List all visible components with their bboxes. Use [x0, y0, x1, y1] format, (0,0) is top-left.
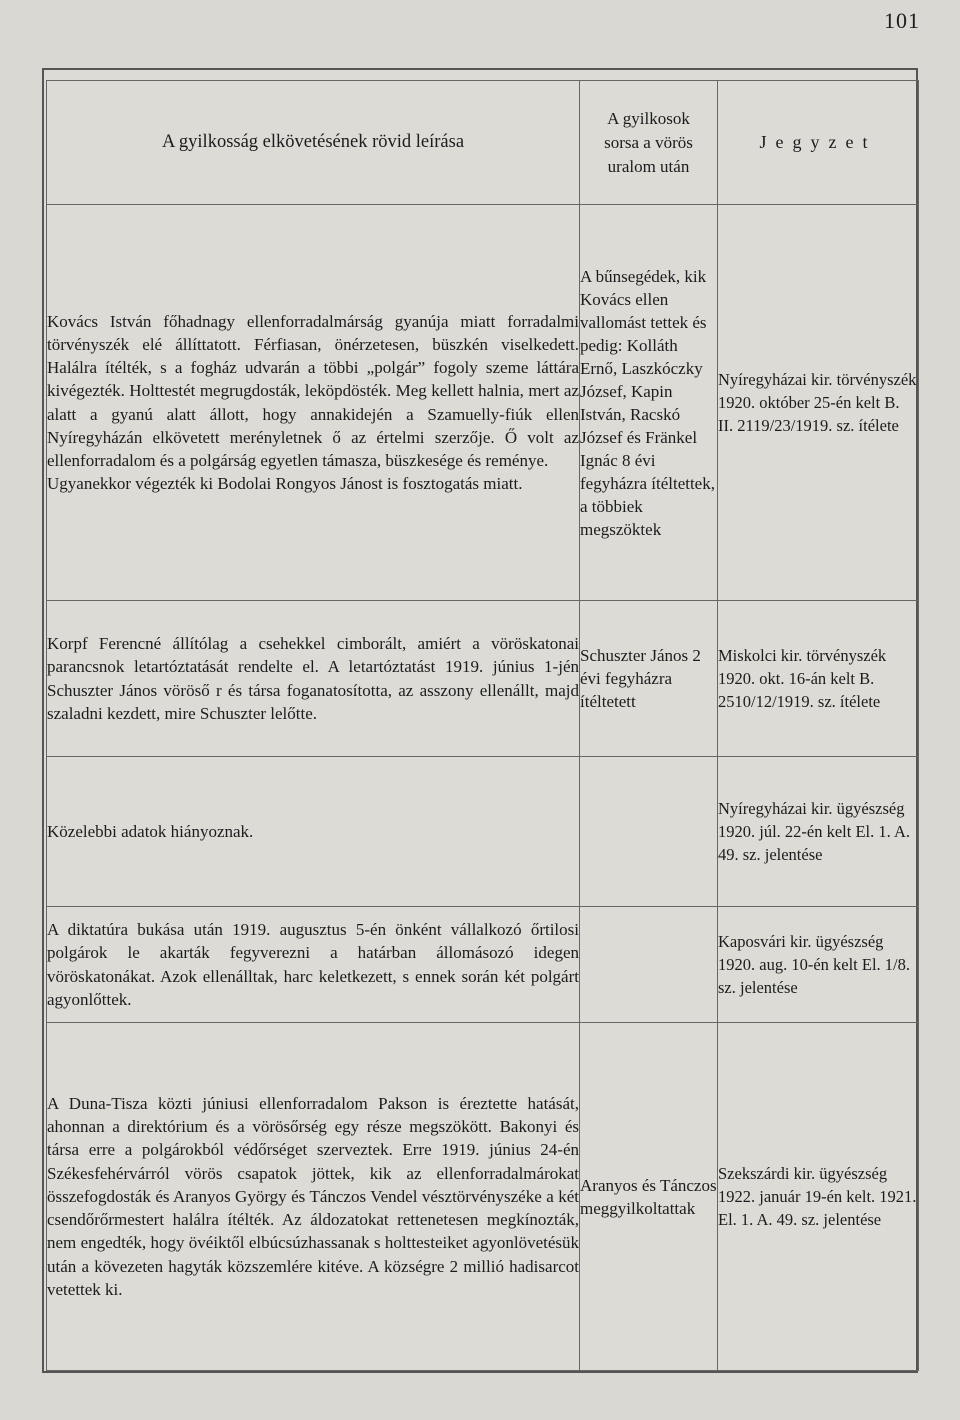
header-fate — [580, 81, 718, 205]
row-description — [47, 907, 580, 1023]
row-description — [47, 1023, 580, 1371]
row-note: Miskolci kir. törvényszék 1920. okt. 16-án kelt B. 2510/12/1919. sz. ítélete — [718, 601, 919, 757]
description-paragraph: Korpf Ferencné állítólag a csehekkel cimborált, amiért a vöröskatonai parancsnok letartóztatását rendelte el. A letartóztatást 1919. június 1-jén Schuszter János vöröső r és társa foganatosította, az asszony ellenállt, majd szaladni kezdett, mire Schuszter lelőtte. — [47, 634, 579, 723]
row-fate — [580, 757, 718, 907]
header-fate-line: uralom után — [607, 156, 690, 176]
table-row — [47, 1023, 919, 1371]
description-paragraph: Ugyanekkor végezték ki Bodolai Rongyos Jánost is fosztogatás miatt. — [47, 474, 523, 494]
row-note: Nyíregyházai kir. törvényszék 1920. október 25-én kelt B. II. 2119/23/1919. sz. ítélete — [718, 205, 919, 601]
page-number: 101 — [884, 8, 920, 33]
description-paragraph: A Duna-Tisza közti júniusi ellenforradalom Pakson is éreztette hatását, ahonnan a direktórium és a vörösőrség egy része megszökött. Bakonyi és társa erre a polgárokból védőrséget szerveztek. Erre 1919. június 24-én Székesfehérvárról vörös csapatok jöttek, kik az ellenforradalmárokat összefogdosták és Aranyos György és Tánczos Vendel vésztörvényszéke a két csendőrőrmestert halálra ítélték. Az áldozatokat rettenetesen megkínozták, nem engedték, hogy övéiktől elbúcsúzhassanak s holttesteiket agyonlövetésük után a kövezeten hagyták közszemlére kitéve. A községre 2 millió hadisarcot vetettek ki. — [47, 1094, 579, 1299]
description-paragraph: A diktatúra bukása után 1919. augusztus 5-én önként vállalkozó őrtilosi polgárok le akarták fegyverezni a határban állomásozó idegen vöröskatonákat. Azok ellenálltak, harc keletkezett, s ennek során két polgárt agyonlőttek. — [47, 920, 579, 1009]
header-fate-line: sorsa a vörös — [604, 132, 693, 152]
row-note: Kaposvári kir. ügyészség 1920. aug. 10-én kelt El. 1/8. sz. jelentése — [718, 907, 919, 1023]
description-paragraph: Közelebbi adatok hiányoznak. — [47, 821, 254, 841]
table-row — [47, 205, 919, 601]
header-note: Jegyzet — [718, 81, 919, 205]
row-fate: Aranyos és Tánczos meggyilkoltattak — [580, 1023, 718, 1371]
header-fate-line: A gyilkosok — [607, 108, 690, 128]
table-header-row — [47, 81, 919, 205]
record-table — [46, 80, 919, 1371]
header-description: A gyilkosság elkövetésének rövid leírása — [47, 81, 580, 205]
row-description — [47, 205, 580, 601]
row-fate: A bűnsegédek, kik Kovács ellen vallomást tettek és pedig: Kolláth Ernő, Laszkóczky József, Kapin István, Racskó József és Fränkel Ignác 8 évi fegyházra ítéltettek, a többiek megszöktek — [580, 205, 718, 601]
row-description — [47, 757, 580, 907]
table-row — [47, 601, 919, 757]
description-paragraph: Kovács István főhadnagy ellenforradalmárság gyanúja miatt forradalmi törvényszék elé állíttatott. Férfiasan, önérzetesen, büszkén viselkedett. Halálra ítélték, s a fogház udvarán a többi „polgár” fogoly szeme láttára kivégezték. Holttestét megrugdosták, leköpdösték. Meg kellett halnia, mert az alatt a gyanú alatt állott, hogy annakidején a Szamuelly-fiúk ellen Nyíregyházán elkövetett merényletnek ő az értelmi szerzője. Ő volt az ellenforradalom és a polgárság egyetlen támasza, büszkesége és reménye. — [47, 311, 579, 470]
row-description — [47, 601, 580, 757]
row-note: Szekszárdi kir. ügyészség 1922. január 19-én kelt. 1921. El. 1. A. 49. sz. jelentése — [718, 1023, 919, 1371]
row-fate — [580, 907, 718, 1023]
row-note: Nyíregyházai kir. ügyészség 1920. júl. 22-én kelt El. 1. A. 49. sz. jelentése — [718, 757, 919, 907]
record-table-frame — [42, 68, 918, 1373]
table-row — [47, 907, 919, 1023]
row-fate: Schuszter János 2 évi fegyházra ítéltetett — [580, 601, 718, 757]
table-row — [47, 757, 919, 907]
